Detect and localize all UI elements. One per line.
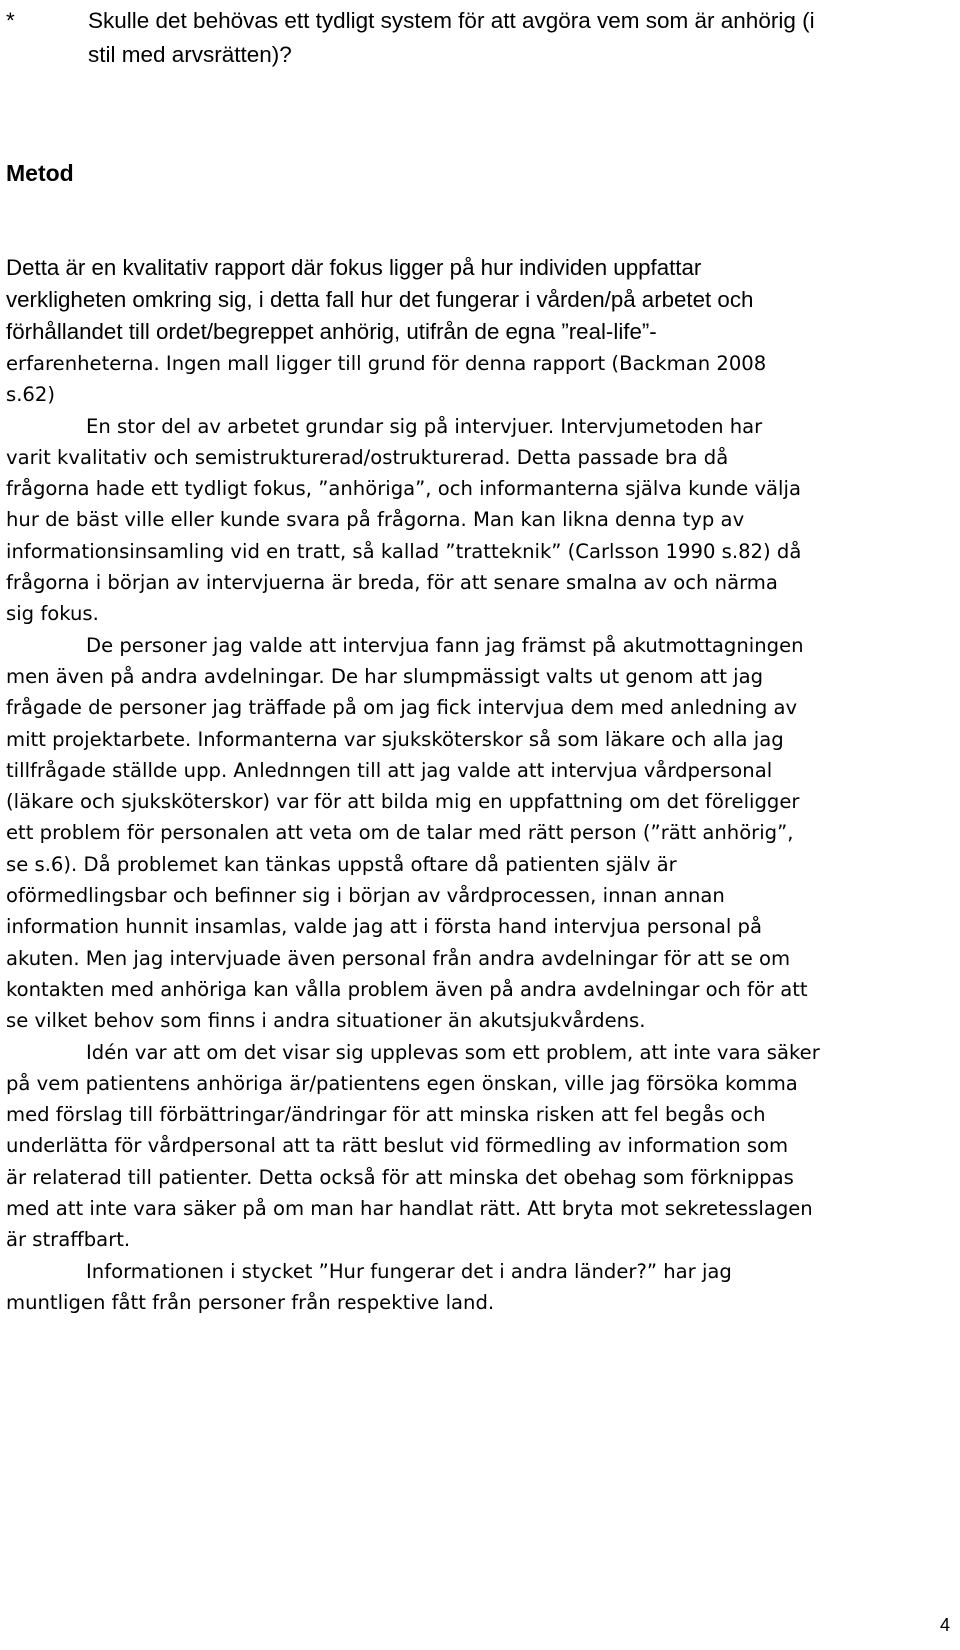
text-line: sig fokus.: [6, 602, 99, 626]
text-line: är relaterad till patienter. Detta också för att minska det obehag som förknippas: [6, 1165, 794, 1189]
text-line: muntligen fått från personer från respektive land.: [6, 1290, 495, 1314]
paragraph-intro: [6, 252, 950, 411]
text-line: oförmedlingsbar och befinner sig i början av vårdprocessen, innan annan: [6, 884, 725, 908]
bullet-text: [88, 4, 946, 72]
text-line: frågorna i början av intervjuerna är breda, för att senare smalna av och närma: [6, 571, 778, 595]
text-line: underlätta för vårdpersonal att ta rätt beslut vid förmedling av information som: [6, 1134, 789, 1158]
section-heading: Metod: [6, 160, 74, 186]
body-text: [6, 252, 950, 1318]
text-line: är straffbart.: [6, 1228, 131, 1252]
bullet-marker: *: [6, 8, 15, 33]
text-line: varit kvalitativ och semistrukturerad/ostrukturerad. Detta passade bra då: [6, 445, 729, 469]
text-line: se vilket behov som finns i andra situationer än akutsjukvårdens.: [6, 1009, 646, 1033]
text-line: se s.6). Då problemet kan tänkas uppstå oftare då patienten själv är: [6, 852, 677, 876]
text-line: Detta är en kvalitativ rapport där fokus ligger på hur individen uppfattar: [6, 255, 702, 280]
paragraph-information-source: [6, 1256, 950, 1319]
paragraph-informants: [6, 630, 950, 1037]
text-line: erfarenheterna. Ingen mall ligger till grund för denna rapport (Backman 2008: [6, 352, 767, 375]
page-number: 4: [939, 1615, 950, 1635]
text-line: Informationen i stycket ”Hur fungerar det i andra länder?” har jag: [86, 1259, 732, 1283]
paragraph-interviews: [6, 411, 950, 630]
text-line: verkligheten omkring sig, i detta fall hur det fungerar i vården/på arbetet och: [6, 287, 754, 312]
text-line: Idén var att om det visar sig upplevas som ett problem, att inte vara säker: [86, 1040, 820, 1064]
paragraph-idea: [6, 1037, 950, 1256]
text-line: på vem patientens anhöriga är/patientens egen önskan, ville jag försöka komma: [6, 1071, 798, 1095]
text-line: frågorna hade ett tydligt fokus, ”anhöriga”, och informanterna själva kunde välja: [6, 477, 801, 501]
text-line: En stor del av arbetet grundar sig på intervjuer. Intervjumetoden har: [86, 414, 763, 438]
text-line: s.62): [6, 383, 56, 407]
text-line: förhållandet till ordet/begreppet anhörig, utifrån de egna ”real-life”-: [6, 319, 657, 344]
bullet-item: [6, 4, 946, 72]
text-line: stil med arvsrätten)?: [88, 42, 292, 67]
text-line: kontakten med anhöriga kan vålla problem även på andra avdelningar och för att: [6, 977, 808, 1001]
text-line: frågade de personer jag träffade på om jag fick intervjua dem med anledning av: [6, 696, 798, 720]
text-line: ett problem för personalen att veta om de talar med rätt person (”rätt anhörig”,: [6, 821, 794, 845]
text-line: tillfrågade ställde upp. Anlednngen till att jag valde att intervjua vårdpersonal: [6, 758, 773, 782]
text-line: hur de bäst ville eller kunde svara på frågorna. Man kan likna denna typ av: [6, 508, 745, 532]
text-line: information hunnit insamlas, valde jag att i första hand intervjua personal på: [6, 915, 762, 939]
text-line: Skulle det behövas ett tydligt system för att avgöra vem som är anhörig (i: [88, 8, 815, 33]
text-line: med förslag till förbättringar/ändringar för att minska risken att fel begås och: [6, 1103, 766, 1127]
text-line: informationsinsamling vid en tratt, så kallad ”tratteknik” (Carlsson 1990 s.82) då: [6, 539, 802, 563]
text-line: (läkare och sjuksköterskor) var för att bilda mig en uppfattning om det föreligger: [6, 790, 800, 814]
text-line: akuten. Men jag intervjuade även personal från andra avdelningar för att se om: [6, 946, 791, 970]
text-line: mitt projektarbete. Informanterna var sjuksköterskor så som läkare och alla jag: [6, 727, 784, 751]
text-line: med att inte vara säker på om man har handlat rätt. Att bryta mot sekretesslagen: [6, 1197, 813, 1221]
text-line: De personer jag valde att intervjua fann jag främst på akutmottagningen: [86, 633, 804, 657]
text-line: men även på andra avdelningar. De har slumpmässigt valts ut genom att jag: [6, 664, 764, 688]
